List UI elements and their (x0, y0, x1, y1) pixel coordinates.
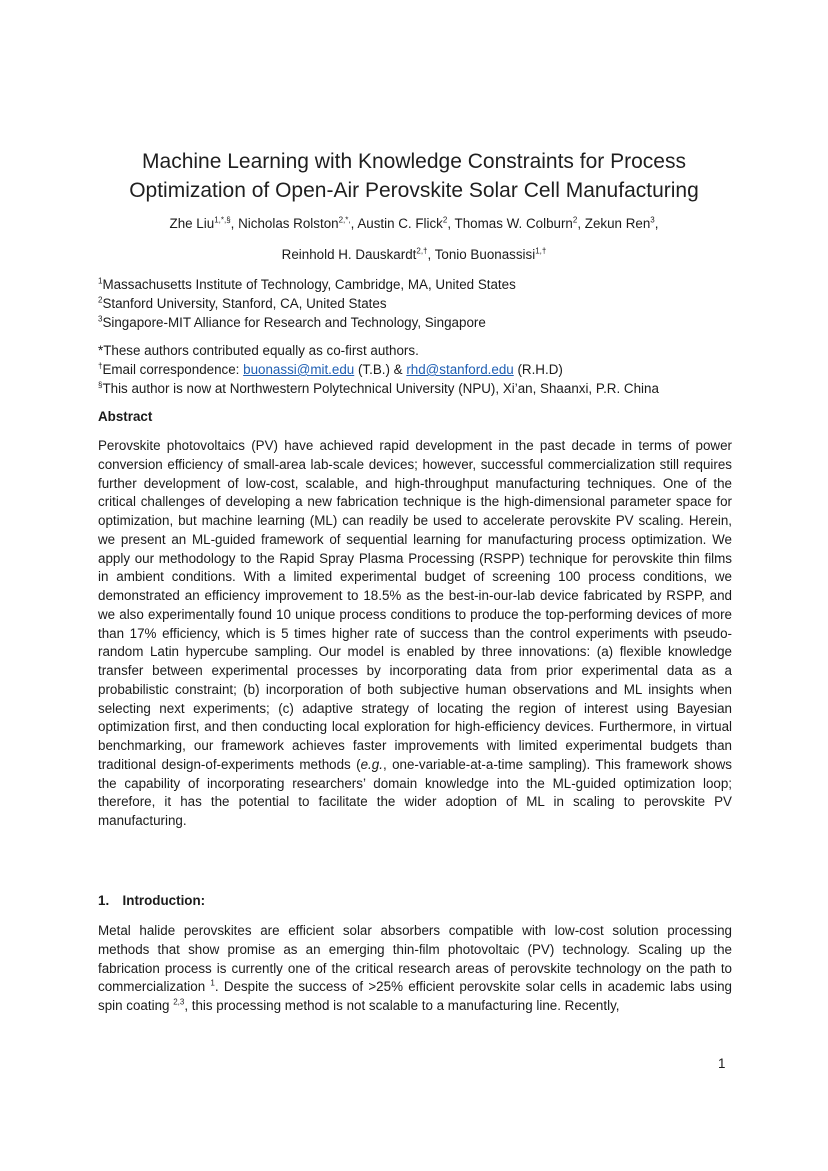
introduction-text: , this processing method is not scalable to a manufacturing line. Recently, (184, 998, 620, 1013)
affiliations (98, 275, 738, 332)
author-affiliation-mark: 2 (572, 215, 578, 225)
affiliation-text: Singapore-MIT Alliance for Research and Technology, Singapore (102, 315, 486, 330)
affiliation-item (98, 275, 738, 294)
title-line-1: Machine Learning with Knowledge Constraints for Process (142, 150, 686, 173)
affiliation-text: Massachusetts Institute of Technology, Cambridge, MA, United States (102, 277, 516, 292)
dagger-mark: † (98, 361, 103, 371)
affiliation-item (98, 313, 738, 332)
current-address-note (98, 379, 738, 398)
abstract-text: Perovskite photovoltaics (PV) have achieved rapid development in the past decade in terms of power conversion efficiency of small-area lab-scale devices; however, successful commercialization still requires further development of low-cost, scalable, and high-throughput manufacturing techniques. One of the critical challenges of developing a new fabrication technique is the high-dimensional parameter space for optimization, but machine learning (ML) can readily be used to accelerate perovskite PV scaling. Herein, we present an ML-guided framework of sequential learning for manufacturing process optimization. We apply our methodology to the Rapid Spray Plasma Processing (RSPP) technique for perovskite thin films in ambient conditions. With a limited experimental budget of screening 100 process conditions, we demonstrated an efficiency improvement to 18.5% as the best-in-our-lab device fabricated by RSPP, and we also experimentally found 10 unique process conditions to produce the top-performing devices of more than 17% efficiency, which is 5 times higher rate of success than the control experiments with pseudo-random Latin hypercube sampling. Our model is enabled by three innovations: (a) flexible knowledge transfer between experimental processes by incorporating data from prior experimental data as a probabilistic constraint; (b) incorporation of both subjective human observations and ML insights when selecting next experiments; (c) adaptive strategy of locating the region of interest using Bayesian optimization first, and then conducting local exploration for high-efficiency devices. Furthermore, in virtual benchmarking, our framework achieves faster improvements with limited experimental budgets than traditional design-of-experiments methods ( (98, 438, 732, 772)
affiliation-number: 1 (98, 276, 103, 286)
title-line-2: Optimization of Open-Air Perovskite Solar Cell Manufacturing (129, 179, 699, 202)
introduction-body (98, 922, 732, 1016)
abstract-text: , one-variable-at-a-time sampling). This framework shows the capability of incorporating researchers’ domain knowledge into the ML-guided optimization loop; therefore, it has the potential to facilitate the wider adoption of ML in scaling to perovskite PV manufacturing. (98, 756, 732, 828)
paper-title (60, 147, 768, 205)
author-affiliation-mark: 1,† (535, 246, 547, 256)
author-list-line-2: Reinhold H. Dauskardt$^{2,\dagger}$, Tonio Buonassisi$^{1,\dagger}$ (281, 246, 547, 262)
citation-ref: 1 (210, 978, 215, 988)
introduction-text: . Despite the success of >25% efficient perovskite solar cells in academic labs using spin coating (98, 979, 732, 1013)
author-name: Nicholas Rolston (238, 216, 339, 231)
abstract-heading: Abstract (98, 409, 153, 424)
correspondence-note (98, 360, 738, 379)
introduction-text: Metal halide perovskites are efficient solar absorbers compatible with low-cost solution processing methods that show promise as an emerging thin-film photovoltaic (PV) technology. Scaling up the fabrication process is currently one of the critical research areas of perovskite technology on the path to commercialization (98, 923, 732, 995)
page-number: 1 (718, 1056, 726, 1071)
author-name: Thomas W. Colburn (454, 216, 573, 231)
email-link-buonassi[interactable]: buonassi@mit.edu (243, 362, 355, 377)
correspondence-label: Email correspondence: (102, 362, 244, 377)
author-affiliation-mark: 3 (650, 215, 655, 225)
author-name: Reinhold H. Dauskardt (281, 247, 417, 262)
author-list-line-1: Zhe Liu$^{1,*,\S}$, Nicholas Rolston$^{2,*,}$, Austin C. Flick$^2$, Thomas W. Colburn$^2$, Zekun Ren$^3$, (169, 215, 659, 231)
author-affiliation-mark: 1,*,§ (214, 215, 231, 225)
author-affiliation-mark: 2,*, (338, 215, 351, 225)
author-name: Zhe Liu (169, 216, 215, 231)
equal-contribution-note: *These authors contributed equally as co-first authors. (98, 343, 419, 358)
correspondence-text: (R.H.D) (513, 362, 563, 377)
email-link-rhd[interactable]: rhd@stanford.edu (406, 362, 514, 377)
affiliation-number: 2 (98, 295, 103, 305)
author-affiliation-mark: 2 (442, 215, 448, 225)
author-name: Tonio Buonassisi (434, 247, 536, 262)
abstract-body (98, 437, 732, 831)
current-address-text: This author is now at Northwestern Polytechnical University (NPU), Xi’an, Shaanxi, P.R. China (102, 381, 659, 396)
affiliation-item (98, 294, 738, 313)
citation-ref: 2,3 (173, 997, 185, 1007)
introduction-heading: 1. Introduction: (98, 893, 206, 908)
author-name: Austin C. Flick (357, 216, 443, 231)
author-affiliation-mark: 2,† (416, 246, 428, 256)
affiliation-number: 3 (98, 314, 103, 324)
abstract-italic-eg: e.g. (360, 756, 383, 772)
affiliation-text: Stanford University, Stanford, CA, United States (102, 296, 387, 311)
section-mark: § (98, 380, 103, 390)
correspondence-text: (T.B.) & (354, 362, 407, 377)
author-notes (98, 341, 738, 398)
author-name: Zekun Ren (584, 216, 651, 231)
